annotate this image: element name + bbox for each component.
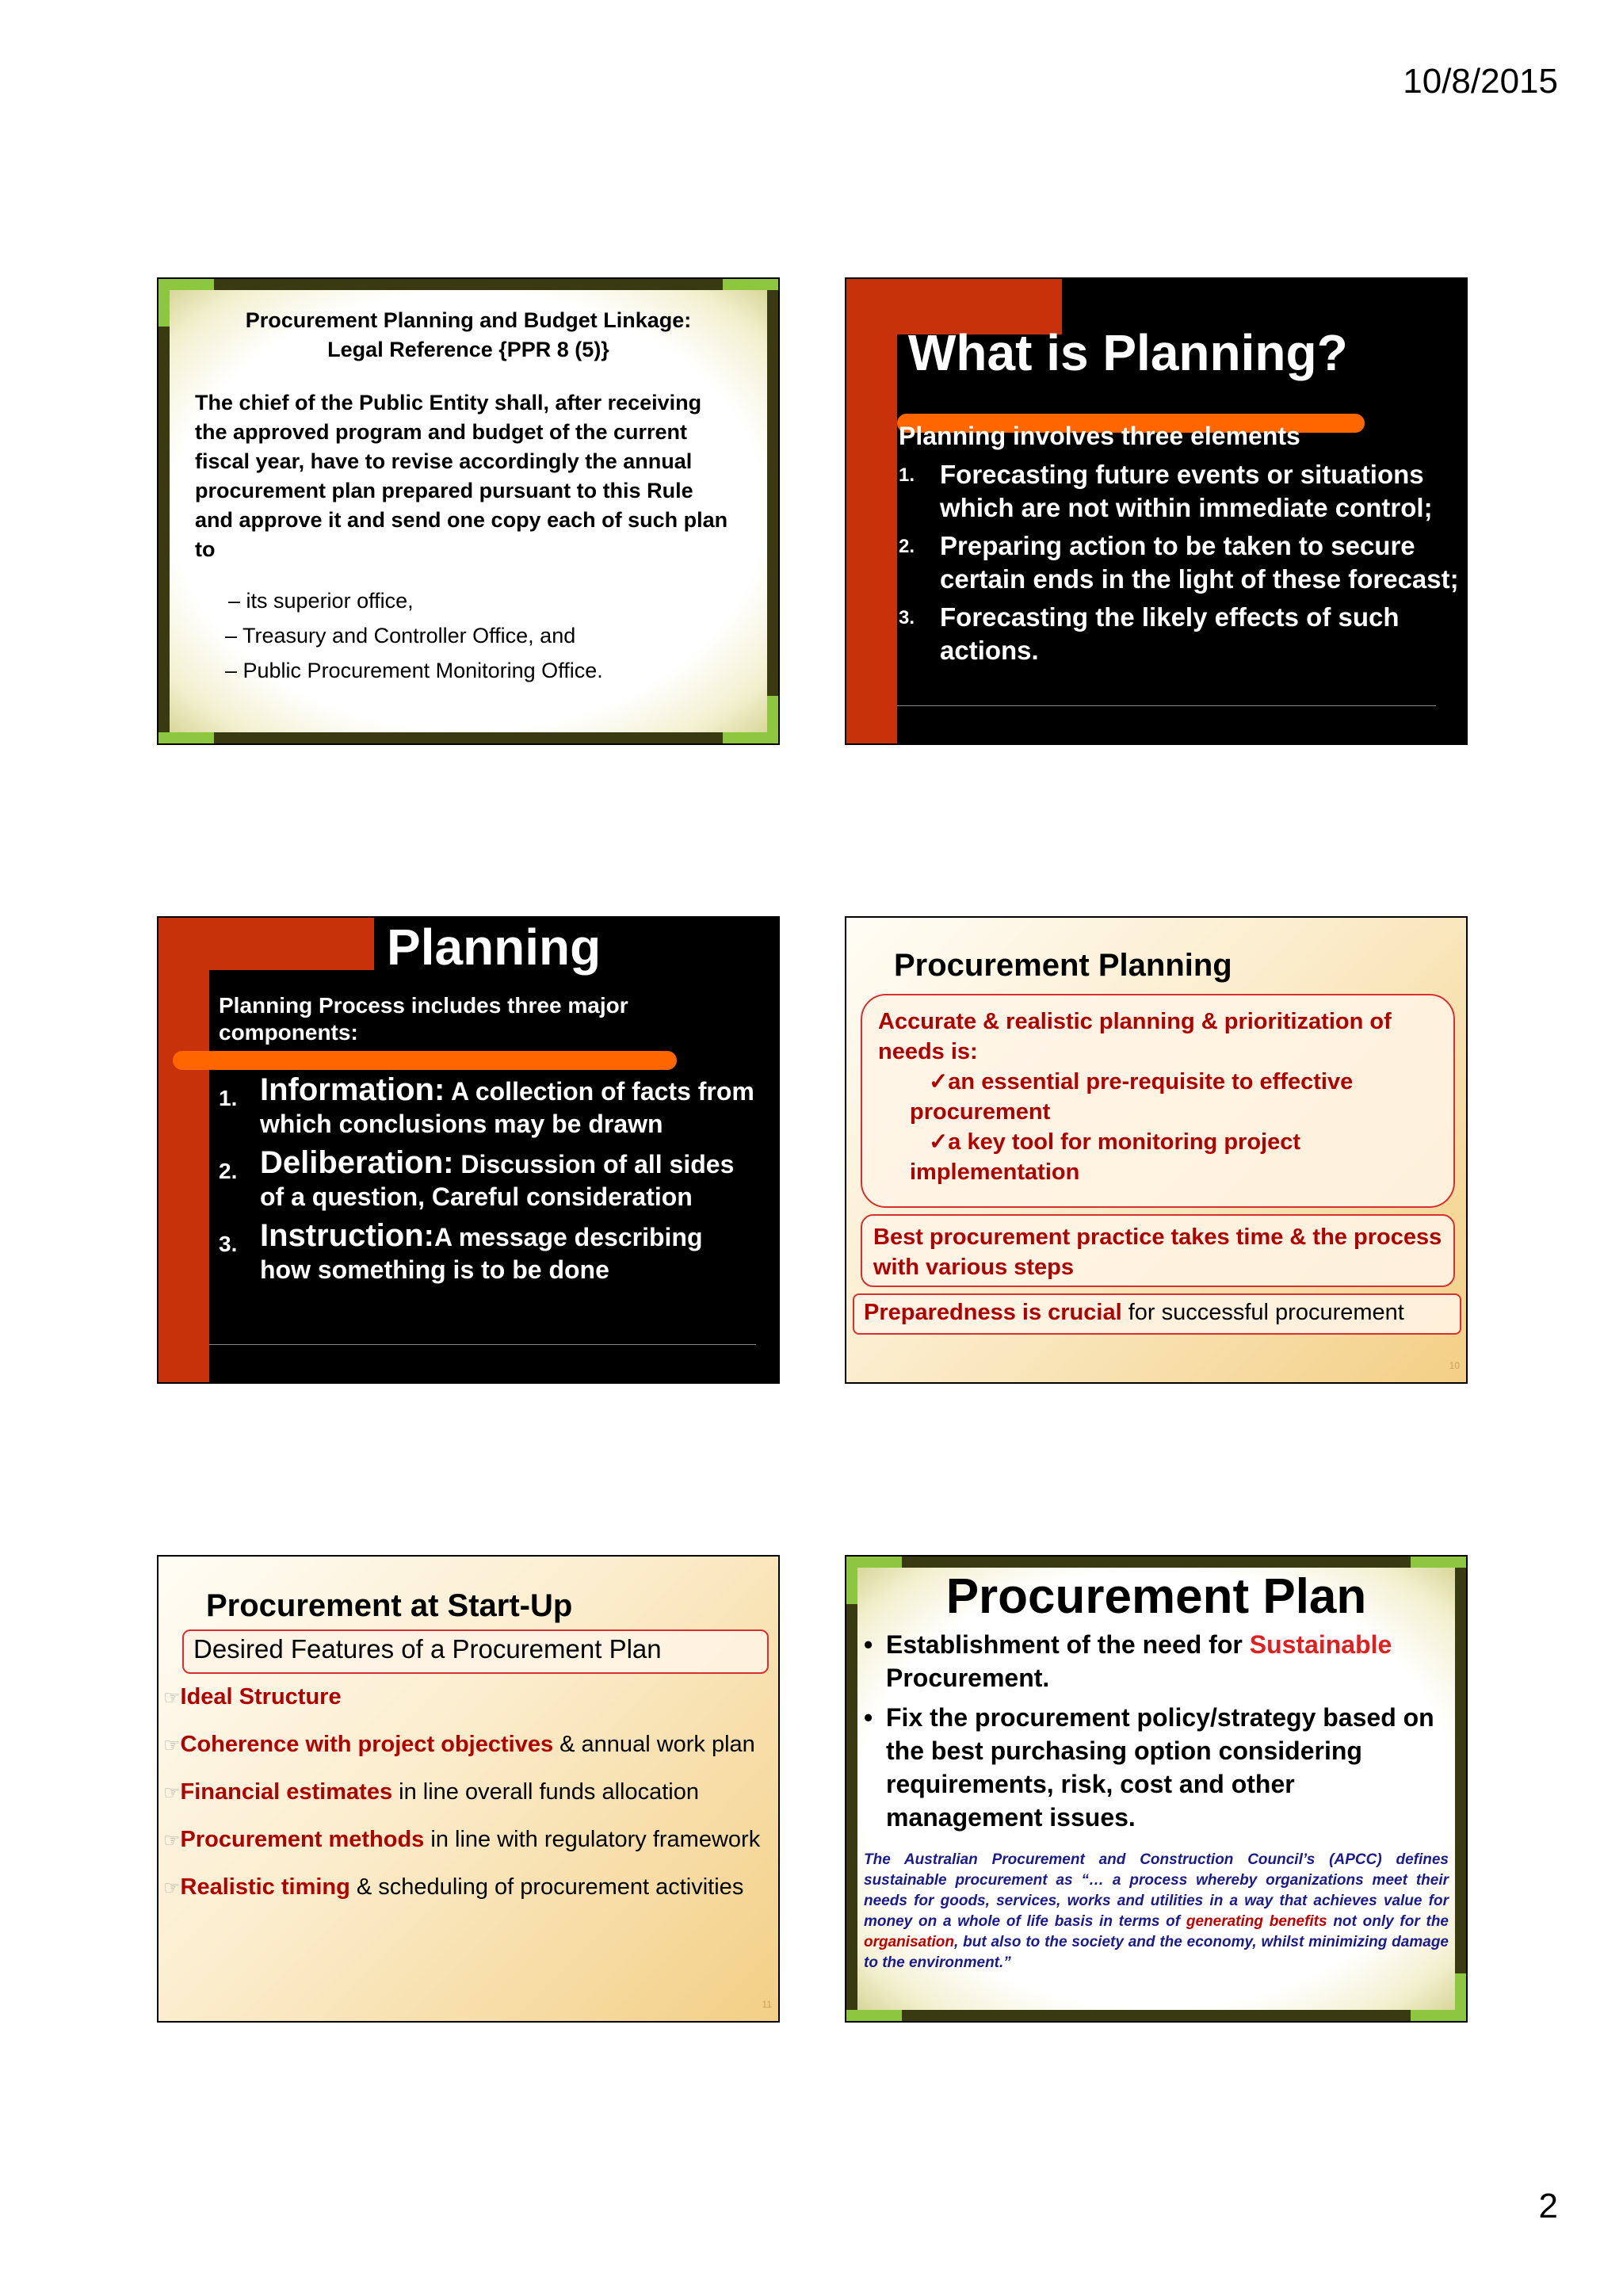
- list-item: 3. Instruction:A message describing how something is to be done: [219, 1218, 703, 1284]
- list-item: • Establishment of the need for Sustainable Procurement.: [864, 1630, 1392, 1692]
- slide-procurement-plan: [845, 1555, 1468, 2023]
- pointing-hand-icon: ☞: [163, 1687, 181, 1709]
- slide3-list: [219, 1072, 754, 1289]
- list-item: ☞Financial estimates in line overall funds allocation: [163, 1779, 699, 1805]
- slide1-title: [170, 306, 767, 365]
- list-item: – Public Procurement Monitoring Office.: [225, 659, 603, 682]
- slide6-title: Procurement Plan: [945, 1569, 1367, 1624]
- list-item: 1. Forecasting future events or situations which are not within immediate control;: [899, 460, 1433, 522]
- list-item: ✓an essential pre-requisite to effective procurement: [910, 1069, 1354, 1125]
- list-item: ☞Ideal Structure: [163, 1684, 342, 1710]
- slide4-box-needs: [861, 994, 1455, 1208]
- page-number: 2: [1538, 2187, 1558, 2225]
- slide-procurement-planning: [845, 916, 1468, 1384]
- slide-number: 10: [1449, 1360, 1460, 1371]
- slide1-list: [225, 583, 603, 688]
- slide1-title-line1: Procurement Planning and Budget Linkage:: [245, 308, 692, 332]
- slide5-subtitle-box: Desired Features of a Procurement Plan: [182, 1629, 769, 1674]
- slide6-bullets: [864, 1628, 1450, 1834]
- list-item: ☞Procurement methods in line with regulatory framework: [163, 1827, 761, 1852]
- pointing-hand-icon: ☞: [163, 1782, 181, 1804]
- slide3-title: Planning: [387, 919, 601, 976]
- slide-legal-reference: [157, 277, 780, 745]
- slide5-list: [163, 1682, 773, 1904]
- pointing-hand-icon: ☞: [163, 1735, 181, 1756]
- slide-number: 11: [762, 1999, 772, 2010]
- header-date: 10/8/2015: [1403, 62, 1558, 101]
- slide4-title: Procurement Planning: [894, 948, 1232, 983]
- slide-what-is-planning: [845, 277, 1468, 745]
- list-item: 1. Information: A collection of facts from which conclusions may be drawn: [219, 1072, 754, 1138]
- pointing-hand-icon: ☞: [163, 1878, 181, 1899]
- slide-planning: [157, 916, 780, 1384]
- list-item: ☞Coherence with project objectives & annual work plan: [163, 1732, 755, 1757]
- list-item: 2. Deliberation: Discussion of all sides of a question, Careful consideration: [219, 1145, 735, 1211]
- slide-procurement-startup: [157, 1555, 780, 2023]
- pointing-hand-icon: ☞: [163, 1830, 181, 1851]
- slide2-list: [899, 458, 1461, 667]
- slide6-quote: The Australian Procurement and Construction Council’s (APCC) defines sustainable procurement as “… a process whereby organizations meet their needs for goods, services, works and utilities in a way that achieves value for money on a whole of life basis in terms of generating benefits not only for the organisation, but also to the society and the economy, whilst minimizing damage to the environment.”: [864, 1851, 1449, 1971]
- slide2-intro: Planning involves three elements: [899, 422, 1300, 450]
- slide2-title: What is Planning?: [908, 324, 1348, 381]
- slide4-box-preparedness: Preparedness is crucial for successful procurement: [853, 1293, 1461, 1335]
- list-item: ✓a key tool for monitoring project implementation: [910, 1129, 1300, 1185]
- slide4-box-practice: Best procurement practice takes time & the process with various steps: [861, 1214, 1455, 1287]
- list-item: – its superior office,: [228, 589, 414, 613]
- list-item: 2. Preparing action to be taken to secure certain ends in the light of these forecast;: [899, 531, 1459, 594]
- slide1-body: The chief of the Public Entity shall, after receiving the approved program and budget of the current fiscal year, have to revise accordingly the annual procurement plan prepared pursuant to this Rule and approve it and send one copy each of such plan to: [195, 391, 728, 561]
- slide1-title-line2: Legal Reference {PPR 8 (5)}: [327, 338, 609, 361]
- list-item: – Treasury and Controller Office, and: [225, 624, 576, 648]
- list-item: 3. Forecasting the likely effects of such actions.: [899, 602, 1400, 665]
- slide5-title: Procurement at Start-Up: [206, 1588, 573, 1623]
- list-item: • Fix the procurement policy/strategy based on the best purchasing option considering requirements, risk, cost and other management issues.: [864, 1703, 1434, 1832]
- list-item: ☞Realistic timing & scheduling of procurement activities: [163, 1874, 744, 1900]
- slide3-intro: Planning Process includes three major components:: [219, 993, 628, 1045]
- slide4-box1-intro: Accurate & realistic planning & prioritization of needs is:: [878, 1009, 1392, 1064]
